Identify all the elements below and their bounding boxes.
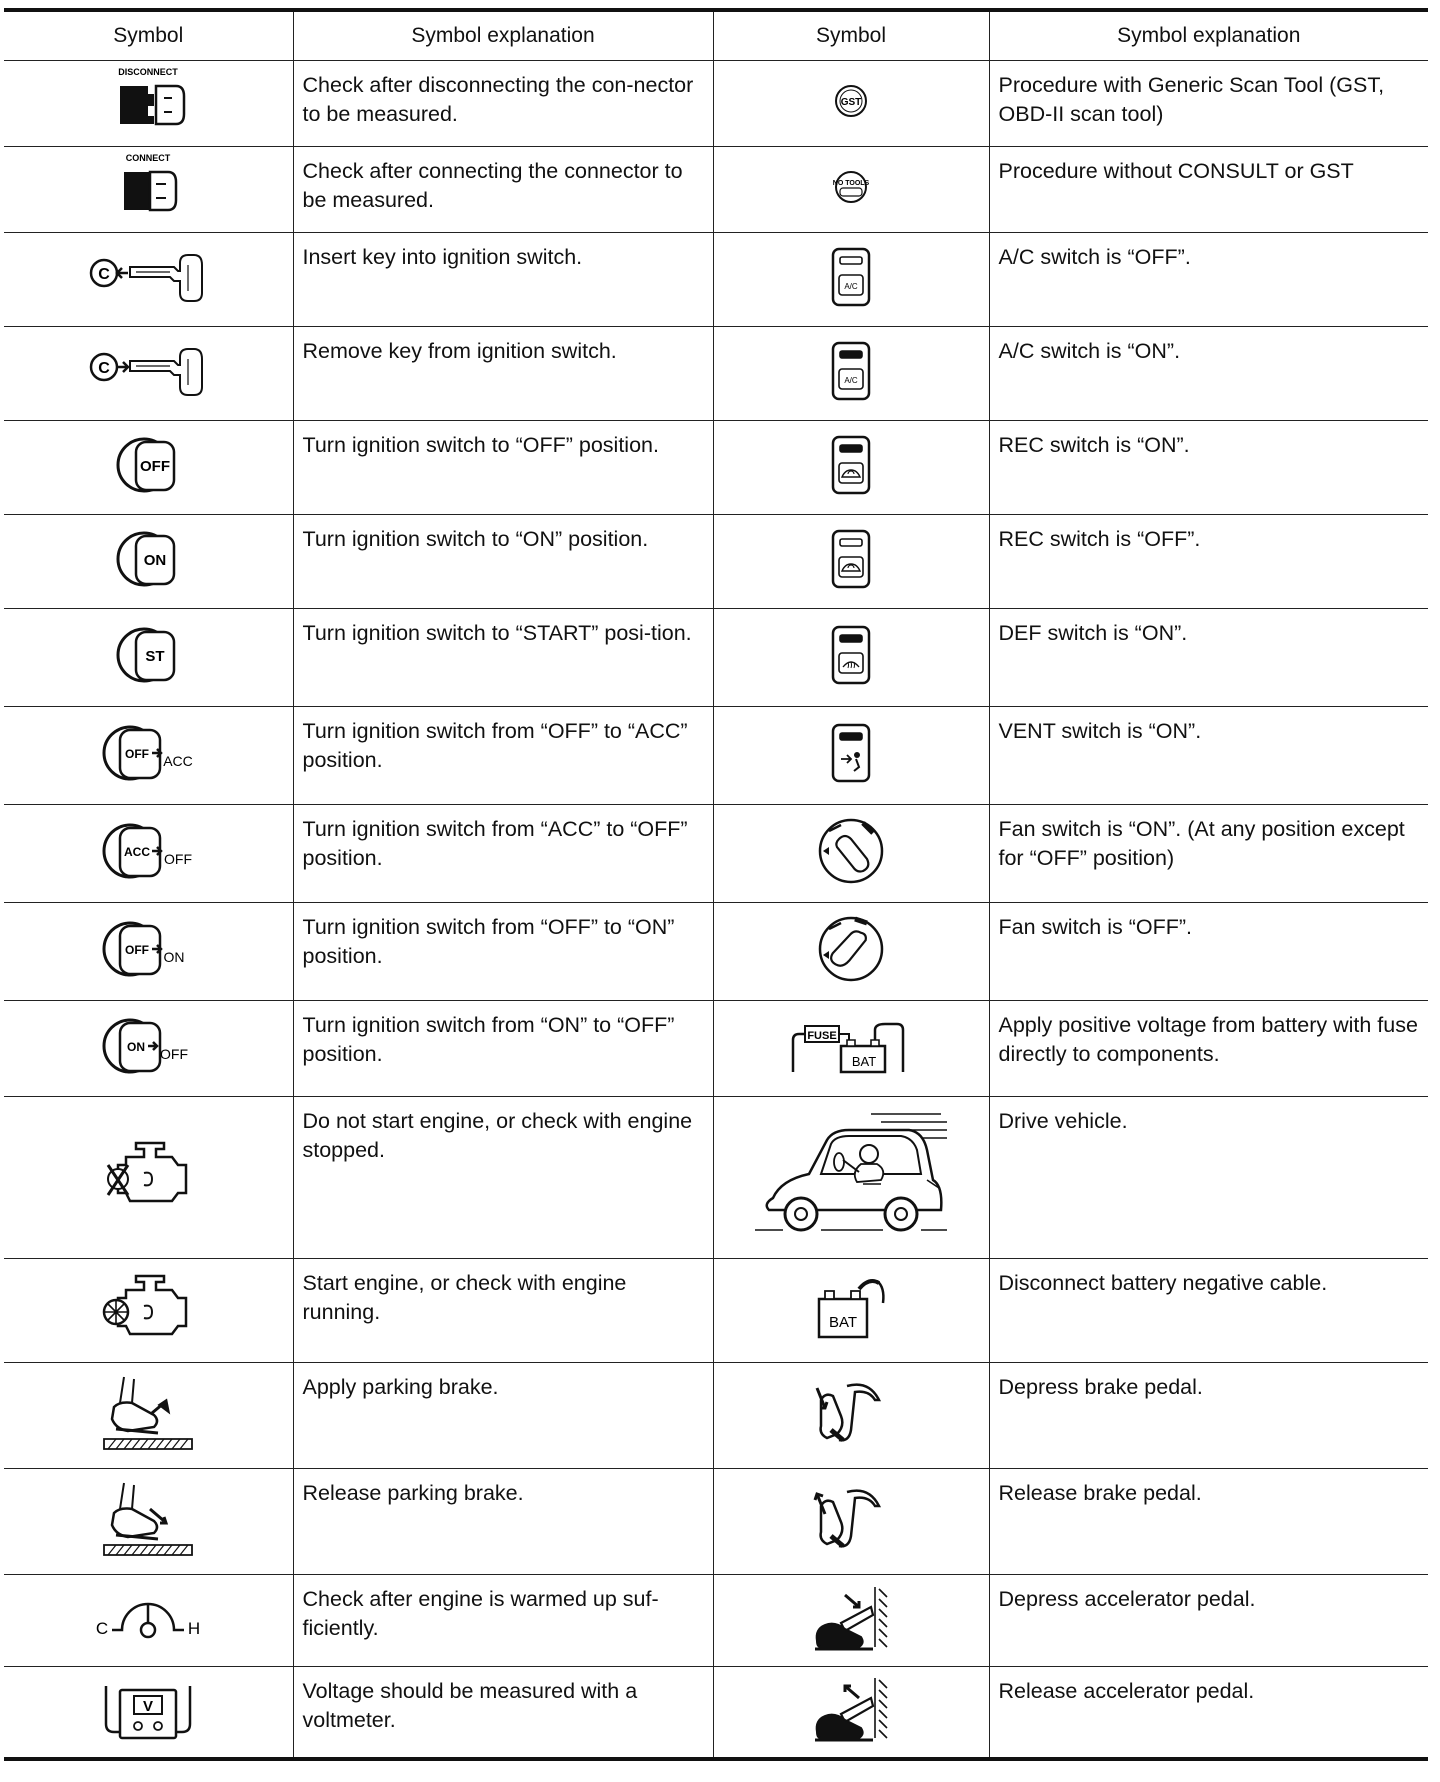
- header-row: [4, 10, 1428, 61]
- symbol-cell: [4, 61, 293, 147]
- explanation-cell: Check after engine is warmed up suf-ficiently.: [293, 1575, 713, 1667]
- apply-parking-brake-icon: [102, 1373, 194, 1453]
- ac-switch-on-icon: [829, 339, 873, 403]
- explanation-cell: REC switch is “ON”.: [989, 421, 1428, 515]
- table-row: [4, 1097, 1428, 1259]
- explanation-cell: Turn ignition switch from “ACC” to “OFF” position.: [293, 805, 713, 903]
- table-row: [4, 1363, 1428, 1469]
- explanation-cell: VENT switch is “ON”.: [989, 707, 1428, 805]
- depress-brake-pedal-icon: [813, 1378, 889, 1448]
- explanation-cell: A/C switch is “ON”.: [989, 327, 1428, 421]
- table-row: [4, 903, 1428, 1001]
- symbol-cell: [713, 147, 989, 233]
- icon-label: NO TOOLS: [832, 180, 870, 187]
- explanation-cell: Fan switch is “ON”. (At any position except for “OFF” position): [989, 805, 1428, 903]
- rec-switch-on-icon: [829, 433, 873, 497]
- rec-switch-off-icon: [829, 527, 873, 591]
- symbol-cell: [4, 327, 293, 421]
- table-row: [4, 1259, 1428, 1363]
- symbol-cell: [713, 233, 989, 327]
- explanation-cell: Drive vehicle.: [989, 1097, 1428, 1259]
- explanation-cell: Procedure without CONSULT or GST: [989, 147, 1428, 233]
- disconnect-connector-icon: [98, 66, 198, 136]
- icon-label: ON: [144, 552, 167, 569]
- svg-text:C: C: [98, 360, 111, 377]
- symbol-cell: [713, 1259, 989, 1363]
- symbol-cell: [4, 1259, 293, 1363]
- table-row: [4, 805, 1428, 903]
- header-symbol-right: Symbol: [713, 10, 989, 61]
- symbol-cell: [4, 515, 293, 609]
- symbol-cell: [713, 1667, 989, 1759]
- release-parking-brake-icon: [102, 1479, 194, 1559]
- symbol-cell: [4, 233, 293, 327]
- explanation-cell: Apply positive voltage from battery with fuse directly to components.: [989, 1001, 1428, 1097]
- engine-stopped-icon: [100, 1135, 196, 1215]
- symbol-cell: [713, 609, 989, 707]
- symbol-cell: [713, 805, 989, 903]
- drive-vehicle-icon: [751, 1110, 951, 1240]
- ignition-on-to-off-icon: [100, 1013, 196, 1079]
- explanation-cell: Depress accelerator pedal.: [989, 1575, 1428, 1667]
- table-row: [4, 515, 1428, 609]
- explanation-cell: Turn ignition switch from “ON” to “OFF” position.: [293, 1001, 713, 1097]
- symbol-cell: [713, 1363, 989, 1469]
- svg-text:C: C: [98, 266, 111, 283]
- symbol-cell: [4, 805, 293, 903]
- icon-label: OFF: [160, 1046, 189, 1062]
- explanation-cell: Start engine, or check with engine running.: [293, 1259, 713, 1363]
- engine-warm-gauge-icon: [88, 1590, 208, 1646]
- ignition-off-to-on-icon: [100, 916, 196, 982]
- icon-label: OFF: [125, 943, 150, 957]
- explanation-cell: Apply parking brake.: [293, 1363, 713, 1469]
- icon-label: DISCONNECT: [118, 67, 179, 77]
- ignition-start-icon: [110, 622, 186, 688]
- symbol-cell: [713, 421, 989, 515]
- icon-label: ACC: [163, 753, 194, 769]
- icon-label: A/C: [844, 376, 858, 385]
- ignition-on-icon: [110, 526, 186, 592]
- symbol-cell: [4, 707, 293, 805]
- explanation-cell: Check after connecting the connector to be measured.: [293, 147, 713, 233]
- gst-icon: [831, 81, 871, 121]
- fan-switch-on-icon: [815, 817, 887, 885]
- battery-fuse-icon: [789, 1014, 913, 1078]
- ignition-acc-to-off-icon: [100, 818, 196, 884]
- symbol-cell: [713, 1469, 989, 1575]
- symbol-table: [4, 8, 1428, 1761]
- ignition-off-icon: [110, 432, 186, 498]
- explanation-cell: Turn ignition switch to “ON” position.: [293, 515, 713, 609]
- symbol-cell: [4, 1001, 293, 1097]
- table-row: [4, 1667, 1428, 1759]
- icon-label: BAT: [851, 1054, 877, 1069]
- table-row: [4, 61, 1428, 147]
- symbol-cell: [4, 609, 293, 707]
- explanation-cell: A/C switch is “OFF”.: [989, 233, 1428, 327]
- icon-label: FUSE: [807, 1030, 837, 1042]
- explanation-cell: Do not start engine, or check with engine stopped.: [293, 1097, 713, 1259]
- voltmeter-icon: [100, 1676, 196, 1742]
- explanation-cell: Turn ignition switch from “OFF” to “ACC” position.: [293, 707, 713, 805]
- symbol-cell: [713, 903, 989, 1001]
- explanation-cell: Remove key from ignition switch.: [293, 327, 713, 421]
- no-tools-icon: [831, 167, 871, 207]
- icon-label: OFF: [164, 851, 193, 867]
- fan-switch-off-icon: [815, 915, 887, 983]
- explanation-cell: Release brake pedal.: [989, 1469, 1428, 1575]
- engine-running-icon: [100, 1268, 196, 1348]
- remove-key-icon: [88, 343, 208, 399]
- explanation-cell: Turn ignition switch to “OFF” position.: [293, 421, 713, 515]
- symbol-cell: [713, 1575, 989, 1667]
- icon-label: OFF: [140, 458, 171, 475]
- table-row: [4, 707, 1428, 805]
- explanation-cell: Depress brake pedal.: [989, 1363, 1428, 1469]
- explanation-cell: Release accelerator pedal.: [989, 1667, 1428, 1759]
- table-row: [4, 233, 1428, 327]
- explanation-cell: Procedure with Generic Scan Tool (GST, OBD-II scan tool): [989, 61, 1428, 147]
- symbol-cell: [713, 1097, 989, 1259]
- icon-label: ST: [145, 648, 165, 665]
- icon-label: H: [188, 1619, 201, 1638]
- explanation-cell: Check after disconnecting the con-nector to be measured.: [293, 61, 713, 147]
- vent-switch-on-icon: [829, 721, 873, 785]
- ac-switch-off-icon: [829, 245, 873, 309]
- battery-disconnect-icon: [813, 1273, 889, 1343]
- header-explanation-left: Symbol explanation: [293, 10, 713, 61]
- header-symbol-left: Symbol: [4, 10, 293, 61]
- def-switch-on-icon: [829, 623, 873, 687]
- icon-label: CONNECT: [126, 153, 171, 163]
- explanation-cell: Turn ignition switch from “OFF” to “ON” position.: [293, 903, 713, 1001]
- symbol-cell: [4, 1363, 293, 1469]
- connect-connector-icon: [98, 152, 198, 222]
- explanation-cell: Disconnect battery negative cable.: [989, 1259, 1428, 1363]
- table-row: [4, 327, 1428, 421]
- symbol-cell: [4, 1575, 293, 1667]
- explanation-cell: Insert key into ignition switch.: [293, 233, 713, 327]
- icon-label: C: [96, 1619, 109, 1638]
- symbol-cell: [713, 707, 989, 805]
- table-row: [4, 421, 1428, 515]
- symbol-cell: [713, 1001, 989, 1097]
- symbol-cell: [4, 1469, 293, 1575]
- table-row: [4, 609, 1428, 707]
- icon-label: BAT: [828, 1314, 858, 1331]
- table-row: [4, 1001, 1428, 1097]
- symbol-cell: [4, 1097, 293, 1259]
- symbol-cell: [4, 1667, 293, 1759]
- ignition-off-to-acc-icon: [100, 720, 196, 786]
- insert-key-icon: [88, 249, 208, 305]
- icon-label: ON: [127, 1040, 146, 1054]
- table-row: [4, 1469, 1428, 1575]
- icon-label: OFF: [125, 747, 150, 761]
- depress-accelerator-icon: [811, 1585, 891, 1651]
- release-brake-pedal-icon: [813, 1484, 889, 1554]
- table-row: [4, 147, 1428, 233]
- explanation-cell: Turn ignition switch to “START” posi-tion.: [293, 609, 713, 707]
- symbol-cell: [713, 327, 989, 421]
- icon-label: V: [143, 1698, 154, 1716]
- explanation-cell: Release parking brake.: [293, 1469, 713, 1575]
- explanation-cell: DEF switch is “ON”.: [989, 609, 1428, 707]
- header-explanation-right: Symbol explanation: [989, 10, 1428, 61]
- explanation-cell: Voltage should be measured with a voltmeter.: [293, 1667, 713, 1759]
- symbol-cell: [4, 147, 293, 233]
- icon-label: A/C: [844, 282, 858, 291]
- symbol-cell: [4, 421, 293, 515]
- icon-label: GST: [840, 97, 862, 108]
- icon-label: ON: [163, 949, 185, 965]
- explanation-cell: Fan switch is “OFF”.: [989, 903, 1428, 1001]
- symbol-cell: [4, 903, 293, 1001]
- symbol-cell: [713, 515, 989, 609]
- release-accelerator-icon: [811, 1676, 891, 1742]
- icon-label: ACC: [124, 845, 151, 859]
- symbol-cell: [713, 61, 989, 147]
- explanation-cell: REC switch is “OFF”.: [989, 515, 1428, 609]
- table-row: [4, 1575, 1428, 1667]
